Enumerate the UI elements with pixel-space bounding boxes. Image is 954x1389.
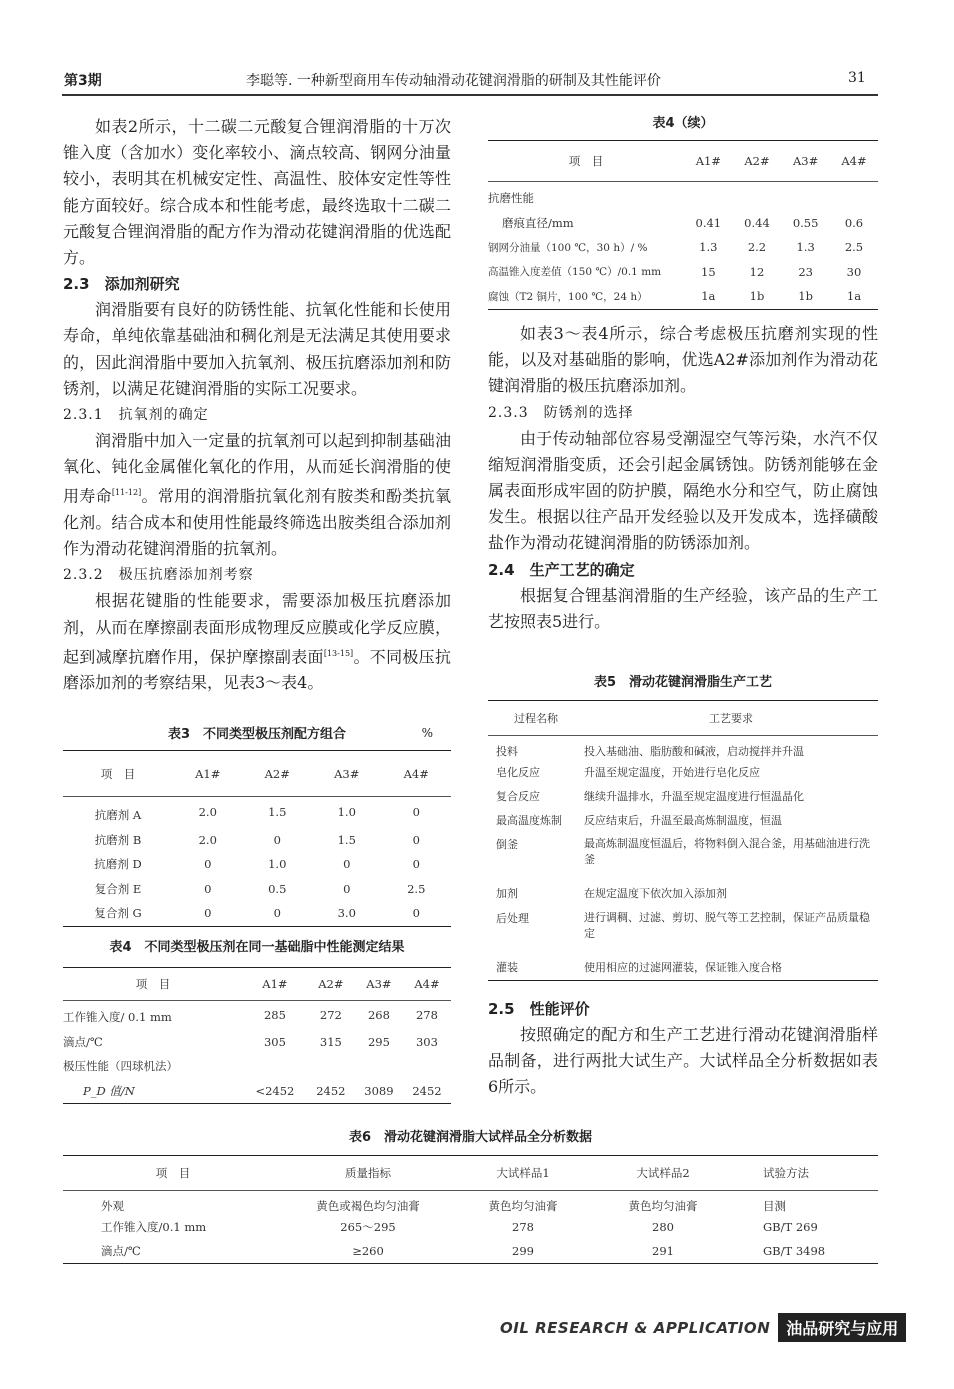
table-row: P_D 值/N <2452 2452 3089 2452 — [83, 1083, 442, 1098]
table-caption: 表3 不同类型极压剂配方组合 — [167, 727, 347, 742]
table-header-row: 过程名称 工艺要求 — [488, 701, 878, 736]
table-row: 磨痕直径/mm 0.41 0.44 0.55 0.6 — [502, 215, 864, 230]
table-row: 皂化反应 升温至规定温度，开始进行皂化反应 — [496, 766, 760, 779]
table-row: 加剂 在规定温度下依次加入添加剂 — [496, 887, 727, 900]
table-row: 复合剂 G 0 0 3.0 0 — [94, 906, 420, 921]
table-header-row: 项 目 A1# A2# A3# A4# — [63, 968, 451, 1001]
table-caption: 表5 滑动花键润滑脂生产工艺 — [593, 675, 773, 690]
page-number: 31 — [848, 70, 866, 86]
paragraph: 按照确定的配方和生产工艺进行滑动花键润滑脂样品制备，进行两批大试生产。大试样品全分析数据如表6所示。 — [488, 1025, 878, 1097]
table-row: 工作锥入度/ 0.1 mm 285 272 268 278 — [63, 1008, 438, 1025]
table3 — [63, 724, 451, 927]
paragraph: 根据花键脂的性能要求，需要添加极压抗磨添加剂，从而在摩擦副表面形成物理反应膜或化学反应膜，起到减摩抗磨作用，保护摩擦副表面[13-15]。不同极压抗磨添加剂的考察结果，见表3～表4。 — [63, 591, 451, 693]
data-table — [63, 750, 451, 927]
table4 — [63, 937, 451, 1104]
journal-name-en: OIL RESEARCH & APPLICATION — [500, 1318, 771, 1337]
journal-issue: 第3期 — [64, 73, 102, 89]
paragraph: 润滑脂要有良好的防锈性能、抗氧化性能和长使用寿命，单纯依靠基础油和稠化剂是无法满足其使用要求的，因此润滑脂中要加入抗氧剂、极压抗磨添加剂和防锈剂，以满足花键润滑脂的实际工况要求。 — [63, 300, 451, 398]
table-row: 钢网分油量（100 ℃，30 h）/ % 1.3 2.2 1.3 2.5 — [488, 240, 864, 255]
right-column-lower — [488, 996, 878, 1101]
table-row: 倒釜 最高炼制温度恒温后，将物料倒入混合釜，用基础油进行洗釜 — [496, 837, 870, 866]
table-header-row: 项 目 质量指标 大试样品1 大试样品2 试验方法 — [63, 1156, 878, 1191]
table-row: 外观 黄色或褐色均匀油膏 黄色均匀油膏 黄色均匀油膏 目测 — [101, 1199, 786, 1213]
table-header-row: 项 目 A1# A2# A3# A4# — [63, 751, 451, 797]
table6 — [63, 1127, 878, 1264]
paragraph: 由于传动轴部位容易受潮湿空气等污染，水汽不仅缩短润滑脂变质，还会引起金属锈蚀。防锈剂能够在金属表面形成牢固的防护膜，隔绝水分和空气，防止腐蚀发生。根据以往产品开发经验以及开发成本，选择磺酸盐作为滑动花键润滑脂的防锈添加剂。 — [488, 428, 878, 553]
running-title: 李聪等. 一种新型商用车传动轴滑动花键润滑脂的研制及其性能评价 — [246, 73, 661, 89]
section-heading: 2.5 性能评价 — [488, 1000, 590, 1018]
citation: [13-15] — [323, 648, 354, 658]
table-caption: 表6 滑动花键润滑脂大试样品全分析数据 — [348, 1130, 593, 1145]
table-row: 抗磨剂 A 2.0 1.5 1.0 0 — [94, 805, 420, 823]
table-row: 灌装 使用相应的过滤网灌装，保证锥入度合格 — [496, 961, 782, 974]
table-unit: % — [421, 726, 433, 740]
left-column — [63, 114, 451, 697]
paragraph: 润滑脂中加入一定量的抗氧剂可以起到抑制基础油氧化、钝化金属催化氧化的作用，从而延长润滑脂的使用寿命[11-12]。常用的润滑脂抗氧化剂有胺类和酚类抗氧化剂。结合成本和使用性能最终筛选出胺类组合添加剂作为滑动花键润滑脂的抗氧剂。 — [63, 431, 451, 559]
paragraph: 如表3～表4所示，综合考虑极压抗磨剂实现的性能，以及对基础脂的影响，优选A2#添加剂作为滑动花键润滑脂的极压抗磨添加剂。 — [488, 324, 878, 396]
table5 — [488, 672, 878, 981]
table-header-row: 项 目 A1# A2# A3# A4# — [488, 141, 878, 182]
table-row: 高温锥入度差值（150 ℃）/0.1 mm 15 12 23 30 — [488, 264, 862, 279]
table-caption: 表4（续） — [652, 116, 714, 131]
table-row: 投料 投入基础油、脂肪酸和碱液，启动搅拌并升温 — [496, 745, 804, 758]
table-row: 复合反应 继续升温排水，升温至规定温度进行恒温晶化 — [496, 790, 804, 803]
table-row: 滴点/℃ 305 315 295 303 — [63, 1034, 438, 1049]
paragraph: 如表2所示，十二碳二元酸复合锂润滑脂的十万次锥入度（含加水）变化率较小、滴点较高、钢网分油量较小，表明其在机械安定性、高温性、胶体安定性等性能方面较好。综合成本和性能考虑，最终选取十二碳二元酸复合锂润滑脂的配方作为滑动花键润滑脂的优选配方。 — [63, 117, 451, 268]
subsection-heading: 2.3.2 极压抗磨添加剂考察 — [63, 567, 254, 584]
paragraph: 根据复合锂基润滑脂的生产经验，该产品的生产工艺按照表5进行。 — [488, 585, 878, 631]
table-row: 复合剂 E 0 0.5 0 2.5 — [94, 881, 426, 896]
table-caption: 表4 不同类型极压剂在同一基础脂中性能测定结果 — [109, 940, 405, 955]
table-row: 工作锥入度/0.1 mm 265～295 278 280 GB/T 269 — [101, 1220, 818, 1234]
table-row: 极压性能（四球机法） — [63, 1059, 178, 1074]
table-row: 抗磨剂 D 0 1.0 0 0 — [94, 857, 420, 872]
data-table — [488, 700, 878, 981]
section-heading: 2.3 添加剂研究 — [63, 275, 180, 294]
citation: [11-12] — [111, 488, 142, 498]
table-row: 腐蚀（T2 铜片，100 ℃，24 h） 1a 1b 1b 1a — [488, 289, 862, 304]
journal-name-cn: 油品研究与应用 — [778, 1313, 906, 1342]
table4-continued — [488, 114, 878, 310]
table-row: 最高温度炼制 反应结束后，升温至最高炼制温度，恒温 — [496, 814, 782, 827]
journal-logo — [500, 1313, 906, 1342]
table-row: 抗磨剂 B 2.0 0 1.5 0 — [94, 832, 420, 847]
data-table — [488, 140, 878, 310]
subsection-heading: 2.3.3 防锈剂的选择 — [488, 404, 634, 421]
header-rule — [62, 94, 878, 96]
table-row: 抗磨性能 — [488, 191, 534, 206]
data-table — [63, 967, 451, 1104]
data-table — [63, 1155, 878, 1264]
table-row: 滴点/℃ ≥260 299 291 GB/T 3498 — [101, 1244, 826, 1258]
section-heading: 2.4 生产工艺的确定 — [488, 560, 635, 579]
right-column — [488, 321, 878, 635]
subsection-heading: 2.3.1 抗氧剂的确定 — [63, 407, 209, 424]
table-row: 后处理 进行调稠、过滤、剪切、脱气等工艺控制，保证产品质量稳定 — [496, 911, 870, 940]
